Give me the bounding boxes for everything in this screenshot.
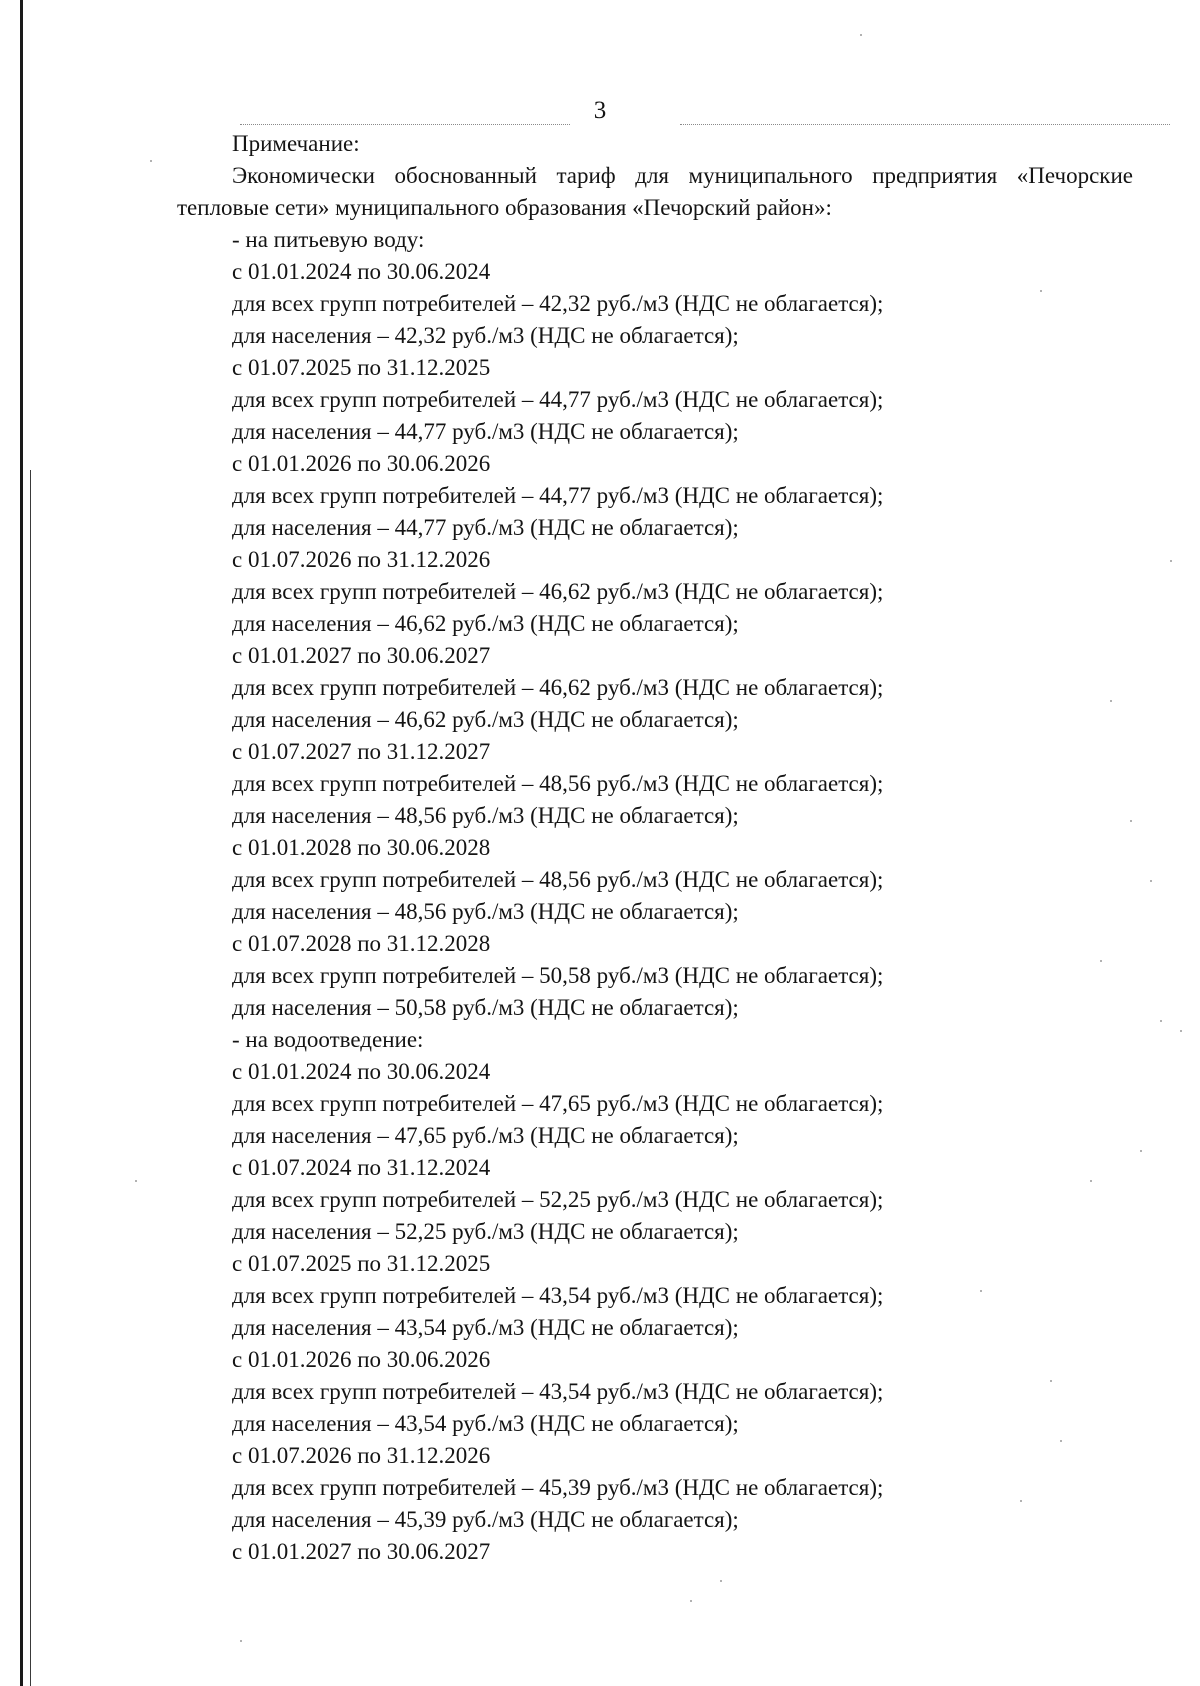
- tariff-line: с 01.07.2024 по 31.12.2024: [232, 1155, 491, 1180]
- scan-speck: [1050, 1380, 1052, 1382]
- scan-speck: [1180, 1030, 1182, 1032]
- tariff-line: для населения – 45,39 руб./м3 (НДС не облагается);: [232, 1507, 739, 1532]
- tariff-line: с 01.01.2027 по 30.06.2027: [232, 643, 491, 668]
- tariff-line: для населения – 50,58 руб./м3 (НДС не облагается);: [232, 995, 739, 1020]
- tariff-line: для населения – 43,54 руб./м3 (НДС не облагается);: [232, 1411, 739, 1436]
- tariff-line: для населения – 47,65 руб./м3 (НДС не облагается);: [232, 1123, 739, 1148]
- tariff-line: для всех групп потребителей – 45,39 руб./м3 (НДС не облагается);: [232, 1475, 884, 1500]
- tariff-line: для населения – 46,62 руб./м3 (НДС не облагается);: [232, 707, 739, 732]
- scan-speck: [980, 1290, 982, 1292]
- scan-speck: [1100, 960, 1102, 962]
- tariff-line: для населения – 43,54 руб./м3 (НДС не облагается);: [232, 1315, 739, 1340]
- tariff-line: для населения – 48,56 руб./м3 (НДС не облагается);: [232, 899, 739, 924]
- tariff-line: с 01.01.2026 по 30.06.2026: [232, 451, 491, 476]
- tariff-line: для всех групп потребителей – 42,32 руб./м3 (НДС не облагается);: [232, 291, 884, 316]
- scan-speck: [1140, 1150, 1142, 1152]
- tariff-line: для всех групп потребителей – 47,65 руб./м3 (НДС не облагается);: [232, 1091, 884, 1116]
- tariff-line: для населения – 44,77 руб./м3 (НДС не облагается);: [232, 515, 739, 540]
- tariff-line: для всех групп потребителей – 43,54 руб./м3 (НДС не облагается);: [232, 1283, 884, 1308]
- tariff-line: для всех групп потребителей – 48,56 руб./м3 (НДС не облагается);: [232, 771, 884, 796]
- scan-speck: [150, 160, 152, 162]
- tariff-line: - на питьевую воду:: [232, 227, 425, 252]
- tariff-line: для всех групп потребителей – 44,77 руб./м3 (НДС не облагается);: [232, 483, 884, 508]
- scan-speck: [135, 1180, 137, 1182]
- note-label: Примечание:: [232, 131, 360, 156]
- tariff-line: с 01.07.2026 по 31.12.2026: [232, 1443, 491, 1468]
- scan-speck: [1110, 700, 1112, 702]
- tariff-line: для населения – 44,77 руб./м3 (НДС не облагается);: [232, 419, 739, 444]
- scan-left-edge: [20, 0, 23, 1686]
- scan-speck: [1160, 1020, 1162, 1022]
- tariff-line: с 01.01.2027 по 30.06.2027: [232, 1539, 491, 1564]
- tariff-line: для всех групп потребителей – 46,62 руб./м3 (НДС не облагается);: [232, 675, 884, 700]
- tariff-line: с 01.07.2026 по 31.12.2026: [232, 547, 491, 572]
- scan-speck: [1090, 1180, 1092, 1182]
- tariff-line: с 01.07.2025 по 31.12.2025: [232, 1251, 491, 1276]
- tariff-line: для всех групп потребителей – 48,56 руб./м3 (НДС не облагается);: [232, 867, 884, 892]
- scan-speck: [1040, 290, 1042, 292]
- scan-speck: [1170, 560, 1172, 562]
- scan-speck: [1150, 880, 1152, 882]
- tariff-line: для населения – 42,32 руб./м3 (НДС не облагается);: [232, 323, 739, 348]
- tariff-line: для населения – 52,25 руб./м3 (НДС не облагается);: [232, 1219, 739, 1244]
- scan-speck: [720, 1580, 722, 1582]
- document-body: [177, 128, 1133, 1568]
- tariff-line: с 01.07.2025 по 31.12.2025: [232, 355, 491, 380]
- scan-speck: [240, 1640, 242, 1642]
- tariff-line: с 01.01.2024 по 30.06.2024: [232, 1059, 491, 1084]
- tariff-line: для населения – 48,56 руб./м3 (НДС не облагается);: [232, 803, 739, 828]
- scan-left-edge-inner: [30, 470, 31, 1686]
- scan-speck: [1020, 1500, 1022, 1502]
- scan-speck: [690, 1600, 692, 1602]
- note-intro: Экономически обоснованный тариф для муниципального предприятия «Печорские тепловые сети» муниципального образования «Печорский район»:: [177, 163, 1133, 220]
- tariff-line: для всех групп потребителей – 46,62 руб./м3 (НДС не облагается);: [232, 579, 884, 604]
- scan-speck: [1060, 1440, 1062, 1442]
- tariff-lines: [177, 224, 1133, 1568]
- page-number: 3: [593, 97, 607, 124]
- tariff-line: с 01.01.2026 по 30.06.2026: [232, 1347, 491, 1372]
- scan-speck: [1130, 820, 1132, 822]
- tariff-line: с 01.01.2028 по 30.06.2028: [232, 835, 491, 860]
- tariff-line: - на водоотведение:: [232, 1027, 424, 1052]
- tariff-line: для всех групп потребителей – 50,58 руб./м3 (НДС не облагается);: [232, 963, 884, 988]
- tariff-line: с 01.07.2028 по 31.12.2028: [232, 931, 491, 956]
- tariff-line: с 01.01.2024 по 30.06.2024: [232, 259, 491, 284]
- tariff-line: для населения – 46,62 руб./м3 (НДС не облагается);: [232, 611, 739, 636]
- tariff-line: для всех групп потребителей – 44,77 руб./м3 (НДС не облагается);: [232, 387, 884, 412]
- tariff-line: с 01.07.2027 по 31.12.2027: [232, 739, 491, 764]
- tariff-line: для всех групп потребителей – 43,54 руб./м3 (НДС не облагается);: [232, 1379, 884, 1404]
- scan-speck: [860, 34, 862, 36]
- tariff-line: для всех групп потребителей – 52,25 руб./м3 (НДС не облагается);: [232, 1187, 884, 1212]
